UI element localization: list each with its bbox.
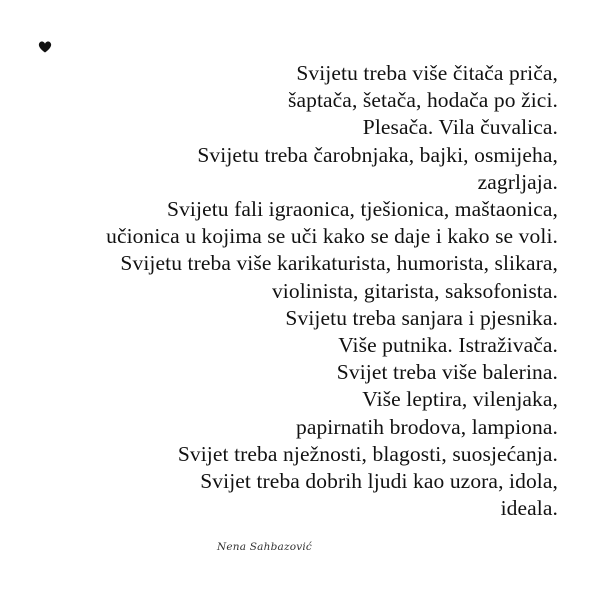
poem-line: Plesača. Vila čuvalica. (362, 115, 558, 140)
poem-line: Svijetu treba sanjara i pjesnika. (285, 305, 558, 330)
poem-line: Svijetu treba čarobnjaka, bajki, osmijeha, (197, 142, 558, 167)
heart-icon (38, 40, 52, 54)
poem-line: Svijet treba više balerina. (336, 360, 558, 385)
poem-line: Više leptira, vilenjaka, (362, 387, 558, 412)
author-signature: Nena Sahbazović (217, 541, 312, 553)
poem-line: ideala. (500, 496, 558, 521)
poem-text (38, 60, 558, 522)
poem-line: violinista, gitarista, saksofonista. (271, 278, 558, 303)
poem-line: zagrljaja. (477, 169, 558, 194)
poem-line: Svijetu treba više karikaturista, humorista, slikara, (120, 251, 558, 276)
poem-line: Svijetu fali igraonica, tješionica, maštaonica, (167, 197, 558, 222)
poem-line: Svijet treba nježnosti, blagosti, suosjećanja. (177, 441, 558, 466)
poem-line: učionica u kojima se uči kako se daje i kako se voli. (106, 224, 558, 249)
poem-line: Više putnika. Istraživača. (338, 333, 558, 358)
poem-line: šaptača, šetača, hodača po žici. (287, 88, 558, 113)
poem-line: Svijetu treba više čitača priča, (296, 61, 558, 85)
poem-line: Svijet treba dobrih ljudi kao uzora, idola, (200, 469, 558, 494)
poem-line: papirnatih brodova, lampiona. (295, 414, 558, 439)
